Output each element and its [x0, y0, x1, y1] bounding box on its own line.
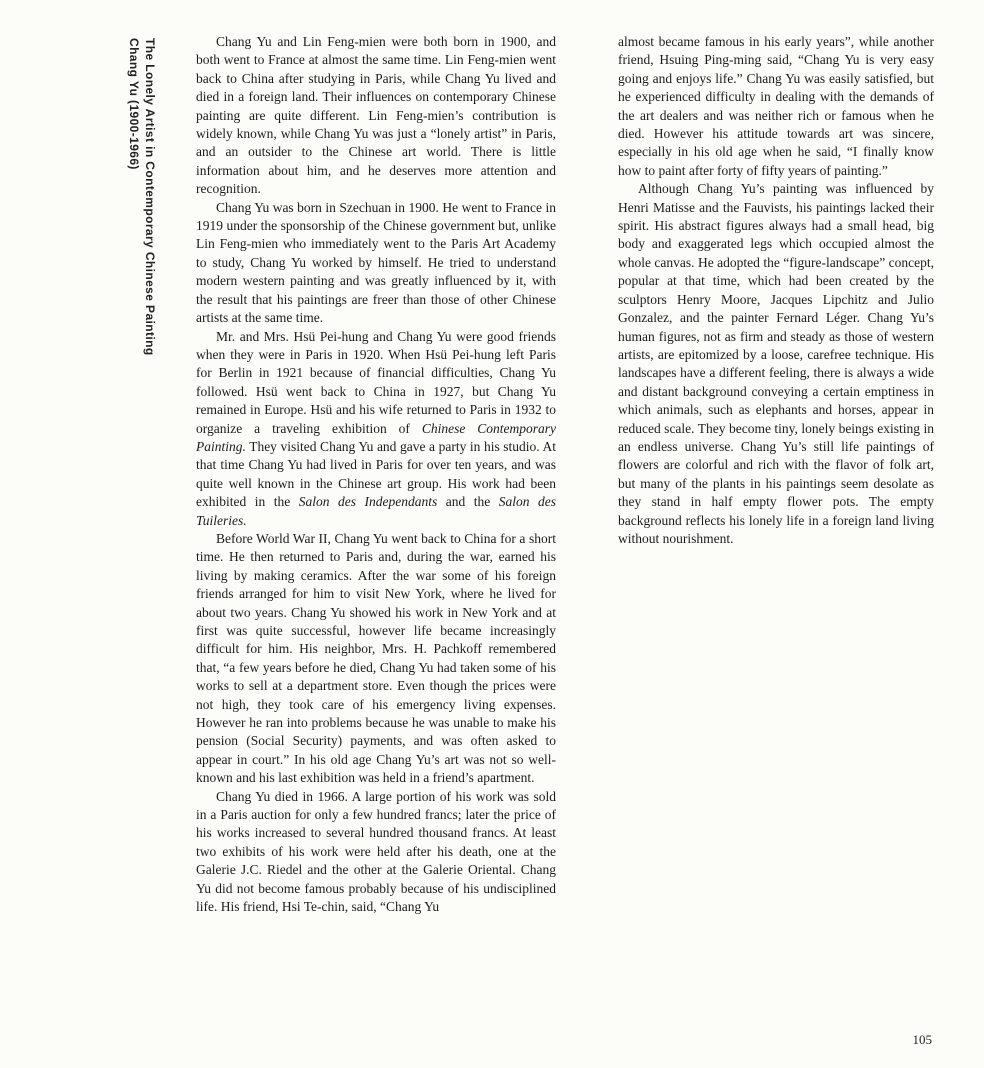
article-body: [196, 33, 934, 917]
left-column: [196, 33, 556, 917]
italic-text-run: Chinese Contemporary Painting.: [196, 420, 556, 454]
page-number: 105: [912, 1032, 932, 1047]
text-run: Chang Yu died in 1966. A large portion of his work was sold in a Paris auction for only a few hundred francs; later the price of his works increased to several hundred thousand francs. At least two exhibits of his work were held after his death, one at the Galerie J.C. Riedel and the other at the Galerie Oriental. Chang Yu did not become famous probably because of his undisciplined life. His friend, Hsi Te-chin, said, “Chang Yu: [196, 788, 556, 915]
paragraph: [196, 530, 556, 788]
chapter-title-line1: Chang Yu (1900-1966): [127, 38, 141, 170]
text-run: Although Chang Yu’s painting was influenced by Henri Matisse and the Fauvists, his paintings lacked their spirit. His abstract figures always had a small head, big body and exaggerated legs which occupied almost the whole canvas. He adopted the “figure-landscape” concept, popular at that time, which had been created by the sculptors Henry Moore, Jacques Lipchitz and Julio Gonzalez, and the painter Fernard Léger. Chang Yu’s human figures, not as firm and steady as those of western artists, are epitomized by a loose, carefree technique. His landscapes have a different feeling, there is always a wide and distant background conveying a certain emptiness in which animals, such as elephants and horses, appear in reduced scale. They become tiny, lonely beings existing in an endless universe. Chang Yu’s still life paintings of flowers are colorful and rich with the flavor of folk art, but many of the plants in his paintings seem desolate as they stand in half empty flower pots. The empty background reflects his lonely life in a foreign land living without nourishment.: [618, 181, 934, 546]
right-column: [618, 33, 934, 917]
text-run: Chang Yu was born in Szechuan in 1900. He went to France in 1919 under the sponsorship of the Chinese government but, unlike Lin Feng-mien who immediately went to the Paris Art Academy to study, Chang Yu worked by himself. He tried to understand modern western painting and was greatly influenced by it, with the result that his paintings are freer than those of other Chinese artists at the same time.: [196, 199, 556, 326]
paragraph: [196, 328, 556, 530]
paragraph: [618, 33, 934, 180]
italic-text-run: Salon des Independants: [298, 494, 438, 510]
text-run: Before World War II, Chang Yu went back to China for a short time. He then returned to Paris and, during the war, earned his living by making ceramics. After the war some of his foreign friends arranged for him to visit New York, where he lived for about two years. Chang Yu showed his work in New York and at first was quite successful, however life became increasingly difficult for him. His neighbor, Mrs. H. Pachkoff remembered that, “a few years before he died, Chang Yu had taken some of his works to sell at a department store. Even though the prices were not high, they took care of his emergency living expenses. However he ran into problems because he was unable to make his pension (Social Security) payments, and was often asked to appear in court.” In his old age Chang Yu’s art was not so well-known and his last exhibition was held in a friend’s apartment.: [196, 530, 556, 786]
paragraph: [618, 180, 934, 548]
paragraph: [196, 788, 556, 917]
vertical-chapter-title: [126, 38, 158, 356]
text-run: almost became famous in his early years”, while another friend, Hsuing Ping-ming said, “Chang Yu is very easy going and enjoys life.” Chang Yu was easily satisfied, but he experienced difficulty in dealing with the demands of the art dealers and was neither rich or famous when he died. However his attitude towards art was sincere, especially in his old age when he said, “I finally know how to paint after forty of fifty years of painting.”: [618, 34, 934, 178]
text-run: and the: [437, 494, 499, 510]
text-run: Mr. and Mrs. Hsü Pei-hung and Chang Yu were good friends when they were in Paris in 1920. When Hsü Pei-hung left Paris for Berlin in 1921 because of financial difficulties, Chang Yu followed. Hsü went back to China in 1927, but Chang Yu remained in Europe. Hsü and his wife returned to Paris in 1932 to organize a traveling exhibition of: [196, 328, 556, 436]
text-run: Chang Yu and Lin Feng-mien were both born in 1900, and both went to France at almost the same time. Lin Feng-mien went back to China after studying in Paris, while Chang Yu lived and died in a foreign land. Their influences on contemporary Chinese painting are quite different. Lin Feng-mien’s contribution is widely known, while Chang Yu was just a “lonely artist” in Paris, and an outsider to the Chinese art world. There is little information about him, and he deserves more attention and recognition.: [196, 34, 556, 197]
paragraph: [196, 33, 556, 199]
italic-text-run: Salon des Tuileries.: [196, 494, 556, 528]
text-run: They visited Chang Yu and gave a party in his studio. At that time Chang Yu had lived in Paris for over ten years, and was quite well known in the Chinese art group. His work had been exhibited in the: [196, 438, 556, 510]
chapter-title-line2: The Lonely Artist in Contemporary Chinese Painting: [143, 38, 157, 356]
paragraph: [196, 199, 556, 328]
